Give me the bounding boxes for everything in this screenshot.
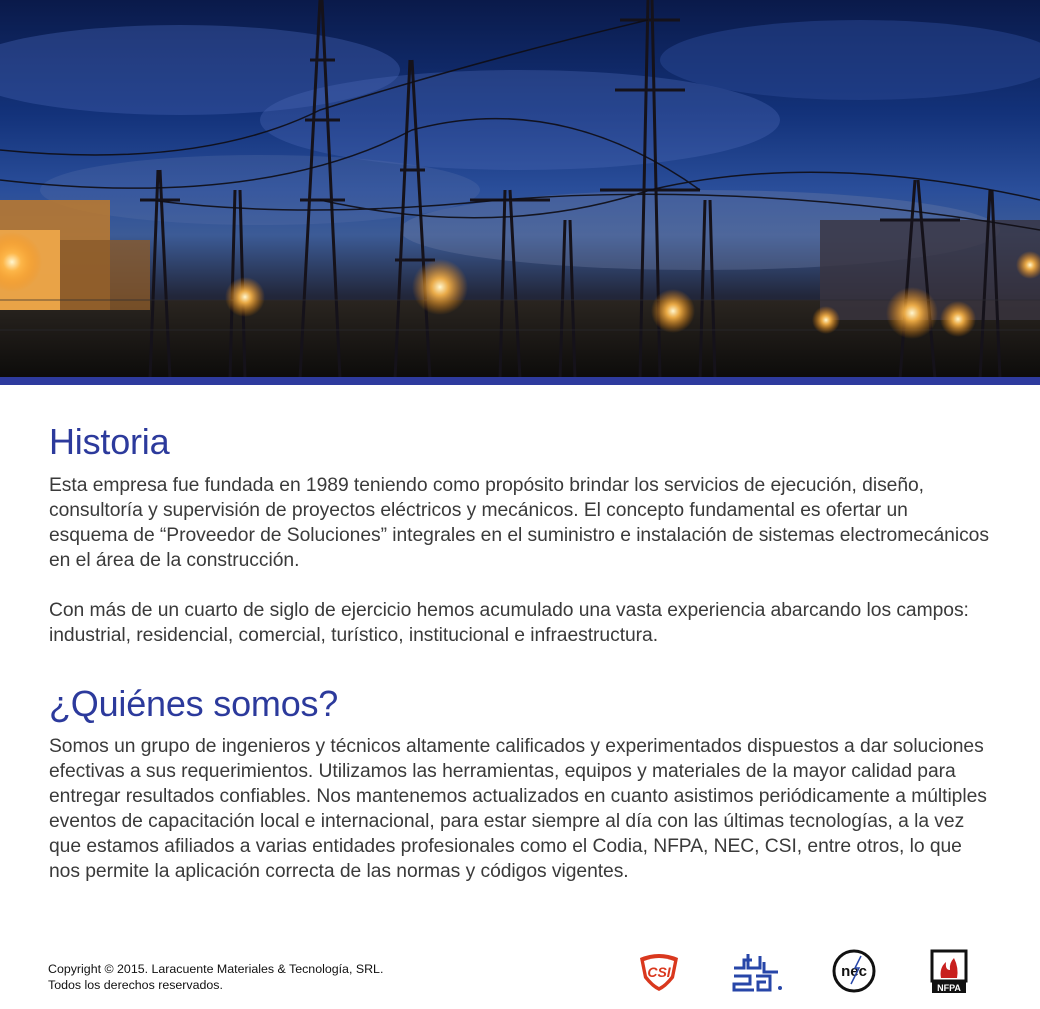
csi-icon [636, 948, 682, 994]
quienes-paragraph: Somos un grupo de ingenieros y técnicos altamente calificados y experimentados dispuestos a dar soluciones efectivas a sus requerimientos. Utilizamos las herramientas, equipos y materiales de la mayor calidad para entregar resultados confiables. Nos mantenemos actualizados en cuanto asistimos periódicamente a múltiples eventos de capacitación local e internacional, para estar siempre al día con las últimas tecnologías, a la vez que estamos afiliados a varias entidades profesionales como el Codia, NFPA, NEC, CSI, entre otros, lo que nos permite la aplicación correcta de las normas y códigos vigentes. [49, 736, 987, 882]
hero-accent-bar [0, 377, 1040, 385]
nec-logo[interactable] [831, 948, 877, 994]
copyright-line-1: Copyright © 2015. Laracuente Materiales & Tecnología, SRL. [48, 962, 384, 976]
hero-image [0, 0, 1040, 379]
nfpa-icon [929, 948, 969, 994]
substation-illustration [0, 0, 1040, 379]
nec-logo-text: nec [841, 963, 867, 980]
csi-logo-text: CSI [647, 964, 671, 980]
codia-icon [730, 948, 784, 994]
codia-logo[interactable] [730, 948, 784, 994]
historia-paragraph-1: Esta empresa fue fundada en 1989 teniendo como propósito brindar los servicios de ejecución, diseño, consultoría y supervisión de proyectos eléctricos y mecánicos. El concepto fundamental es ofertar un esquema de “Proveedor de Soluciones” integrales en el suministro e instalación de sistemas electromecánicos en el área de la construcción. [49, 475, 989, 571]
nfpa-logo-text: NFPA [937, 983, 961, 993]
nec-icon [831, 948, 877, 994]
nfpa-logo[interactable] [929, 948, 969, 994]
copyright-line-2: Todos los derechos reservados. [48, 978, 223, 992]
csi-logo[interactable] [636, 948, 682, 994]
historia-title: Historia [49, 421, 170, 462]
historia-paragraph-2: Con más de un cuarto de siglo de ejercicio hemos acumulado una vasta experiencia abarcando los campos: industrial, residencial, comercial, turístico, institucional e infraestructura. [49, 600, 969, 646]
copyright [48, 961, 383, 993]
quienes-title: ¿Quiénes somos? [49, 683, 339, 724]
